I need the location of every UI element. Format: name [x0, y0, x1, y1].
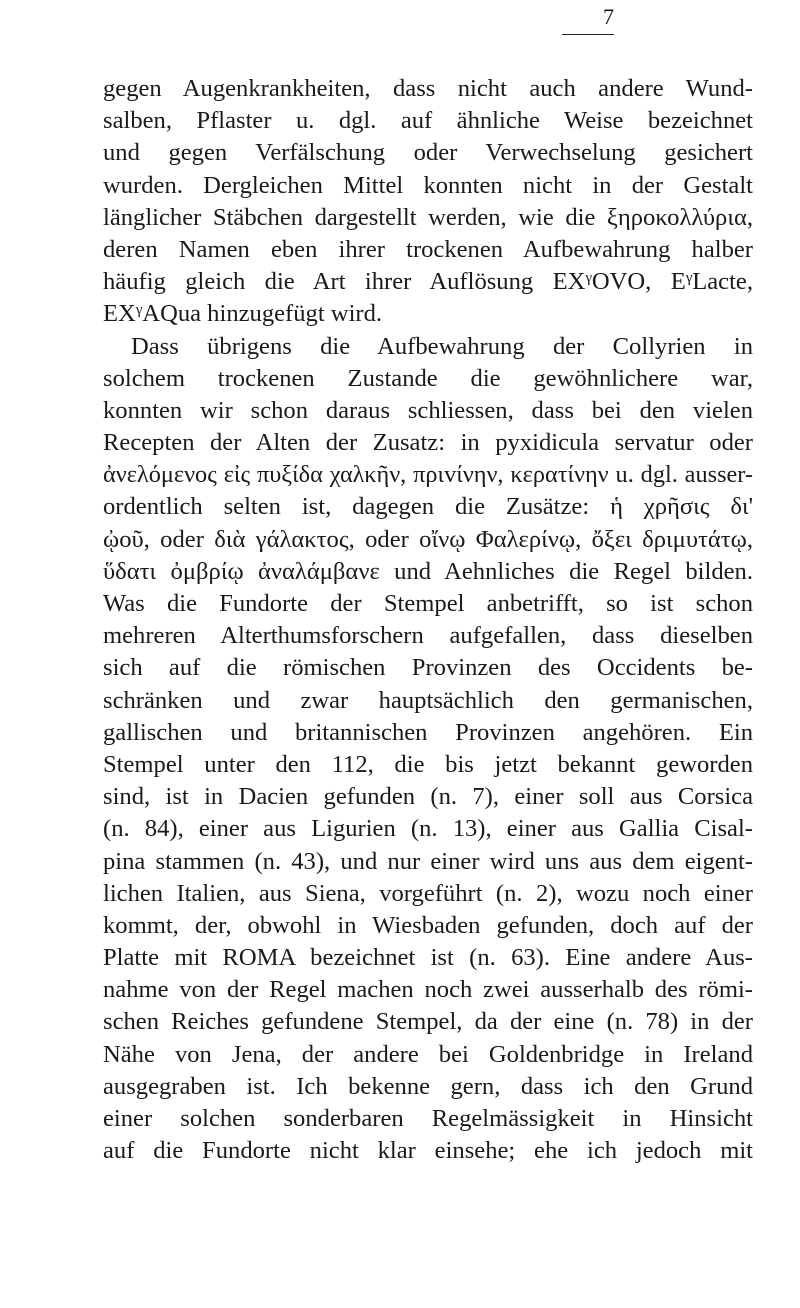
text-line: Nähe von Jena, der andere bei Goldenbridge in Ireland: [103, 1040, 753, 1068]
text-line: häufig gleich die Art ihrer Auflösung EXᵞOVO, EᵞLacte,: [103, 268, 753, 296]
text-line: kommt, der, obwohl in Wiesbaden gefunden, doch auf der: [103, 911, 753, 939]
text-line: gegen Augenkrankheiten, dass nicht auch andere Wund-: [103, 75, 753, 102]
text-line: schen Reiches gefundene Stempel, da der eine (n. 78) in der: [103, 1008, 753, 1036]
text-line: ὕδατι ὀμβρίῳ ἀναλάμβανε und Aehnliches die Regel bilden.: [103, 557, 753, 585]
page-number: 7: [603, 4, 614, 29]
body-text: [103, 73, 753, 1167]
header-rule: [562, 34, 614, 35]
text-line: Recepten der Alten der Zusatz: in pyxidicula servatur oder: [103, 429, 753, 457]
text-line: sind, ist in Dacien gefunden (n. 7), einer soll aus Corsica: [103, 783, 753, 811]
text-line: solchem trockenen Zustande die gewöhnlichere war,: [103, 364, 753, 392]
text-line: einer solchen sonderbaren Regelmässigkeit in Hinsicht: [103, 1105, 753, 1132]
text-line: ἀνελόμενος εἰς πυξίδα χαλκῆν, πριvίνην, κερατίνην u. dgl. ausser-: [103, 461, 753, 489]
text-line: Platte mit ROMA bezeichnet ist (n. 63). Eine andere Aus-: [103, 944, 753, 972]
text-line: schränken und zwar hauptsächlich den germanischen,: [103, 686, 753, 714]
text-line: sich auf die römischen Provinzen des Occidents be-: [103, 654, 753, 682]
text-line: EXᵞAQua hinzugefügt wird.: [103, 300, 383, 328]
text-line: ordentlich selten ist, dagegen die Zusätze: ἡ χρῆσις δι': [103, 493, 753, 521]
text-line: Stempel unter den 112, die bis jetzt bekannt geworden: [103, 750, 753, 778]
text-line: mehreren Alterthumsforschern aufgefallen, dass dieselben: [103, 622, 753, 650]
text-line: deren Namen eben ihrer trockenen Aufbewahrung halber: [103, 235, 753, 263]
text-line: länglicher Stäbchen dargestellt werden, wie die ξηροκολλύρια,: [103, 203, 753, 231]
text-line: Dass übrigens die Aufbewahrung der Collyrien in: [131, 332, 753, 360]
text-line: wurden. Dergleichen Mittel konnten nicht in der Gestalt: [103, 171, 753, 199]
text-line: (n. 84), einer aus Ligurien (n. 13), einer aus Gallia Cisal-: [103, 815, 753, 843]
text-line: salben, Pflaster u. dgl. auf ähnliche Weise bezeichnet: [103, 107, 753, 135]
text-line: konnten wir schon daraus schliessen, dass bei den vielen: [103, 396, 753, 424]
text-line: auf die Fundorte nicht klar einsehe; ehe ich jedoch mit: [103, 1137, 753, 1165]
text-line: lichen Italien, aus Siena, vorgeführt (n. 2), wozu noch einer: [103, 879, 753, 907]
text-line: Was die Fundorte der Stempel anbetrifft, so ist schon: [103, 590, 753, 617]
text-line: ᾠοῦ, oder διὰ γάλακτος, oder οἴνῳ Φαλερίνῳ, ὄξει δριμυτάτῳ,: [103, 525, 753, 553]
text-line: nahme von der Regel machen noch zwei ausserhalb des römi-: [103, 976, 753, 1004]
text-line: ausgegraben ist. Ich bekenne gern, dass ich den Grund: [103, 1072, 753, 1100]
text-line: gallischen und britannischen Provinzen angehören. Ein: [103, 718, 753, 746]
text-line: und gegen Verfälschung oder Verwechselung gesichert: [103, 139, 753, 167]
text-line: pina stammen (n. 43), und nur einer wird uns aus dem eigent-: [103, 847, 753, 875]
